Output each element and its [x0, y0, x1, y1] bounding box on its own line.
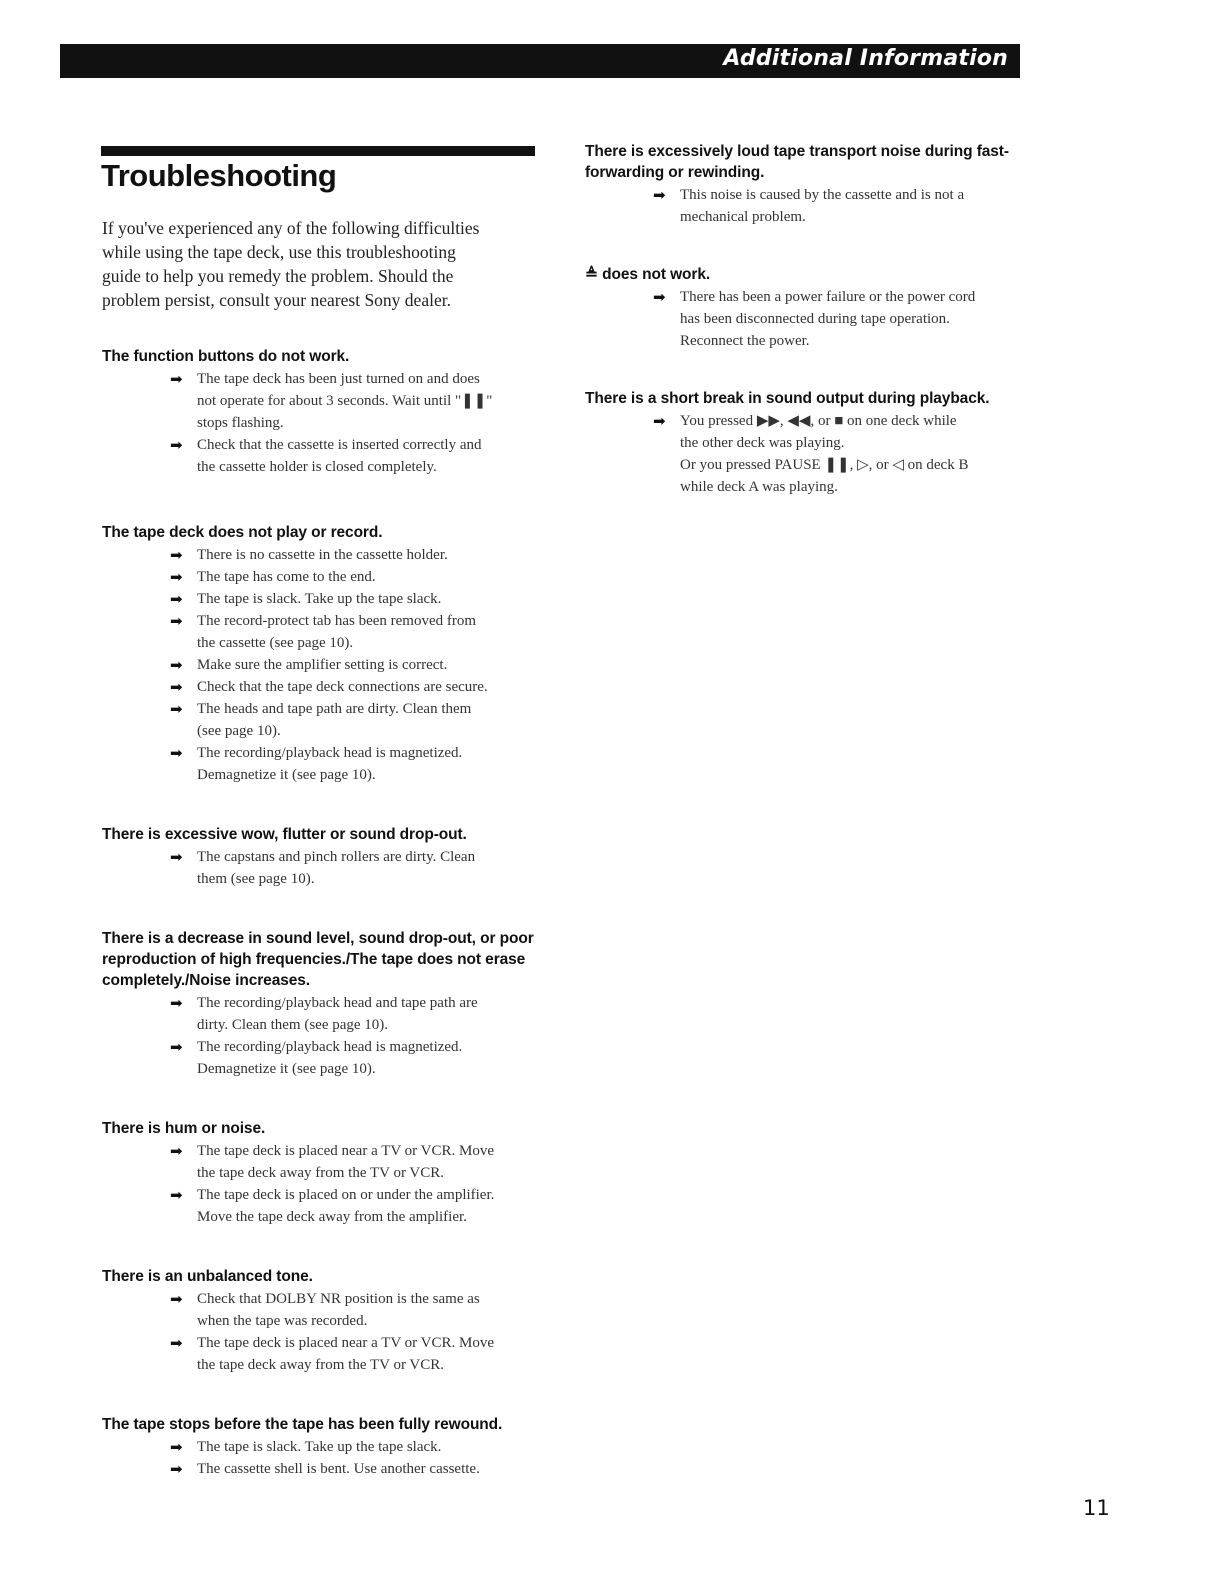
remedy-line: when the tape was recorded.: [197, 1313, 368, 1329]
left-column: [102, 346, 542, 1480]
remedy-line: The tape deck is placed near a TV or VCR. Move: [197, 1143, 494, 1159]
remedy-text: [197, 1288, 542, 1332]
remedy-text: [197, 742, 542, 786]
section-title-line: The tape deck does not play or record.: [102, 524, 383, 541]
remedy-line: the cassette holder is closed completely.: [197, 459, 437, 475]
section-title: [585, 388, 1025, 409]
intro-line: If you've experienced any of the following difficulties: [102, 218, 480, 238]
remedy-text: [680, 286, 1025, 352]
section-title: [102, 522, 542, 543]
remedy-line: Make sure the amplifier setting is correct.: [197, 657, 448, 673]
remedy-text: [197, 1140, 542, 1184]
arrow-icon: ➡: [170, 848, 183, 866]
remedy-item: [102, 368, 542, 434]
remedy-text: [197, 654, 542, 676]
remedy-line: the tape deck away from the TV or VCR.: [197, 1165, 445, 1181]
remedy-line: Check that the tape deck connections are secure.: [197, 679, 488, 695]
arrow-icon: ➡: [170, 568, 183, 586]
page-title: Troubleshooting: [101, 158, 337, 193]
intro-line: guide to help you remedy the problem. Should the: [102, 266, 454, 286]
troubleshooting-section: [585, 264, 1025, 352]
remedy-text: [197, 610, 542, 654]
remedy-line: The heads and tape path are dirty. Clean them: [197, 701, 472, 717]
remedy-item: [102, 566, 542, 588]
arrow-icon: ➡: [170, 994, 183, 1012]
troubleshooting-section: [102, 522, 542, 786]
remedy-item: [585, 410, 1025, 498]
remedy-line: the tape deck away from the TV or VCR.: [197, 1357, 445, 1373]
arrow-icon: ➡: [170, 1038, 183, 1056]
remedy-text: [680, 410, 1025, 498]
remedy-line: stops flashing.: [197, 415, 284, 431]
remedy-item: [585, 286, 1025, 352]
remedy-line: not operate for about 3 seconds. Wait until "❚❚": [197, 393, 493, 409]
remedy-line: The tape deck has been just turned on and does: [197, 371, 480, 387]
troubleshooting-section: [102, 928, 542, 1080]
remedy-line: mechanical problem.: [680, 209, 806, 225]
section-title: [585, 264, 1025, 285]
troubleshooting-section: [585, 141, 1025, 228]
arrow-icon: ➡: [170, 656, 183, 674]
section-title: [102, 824, 542, 845]
section-title-line: There is excessive wow, flutter or sound drop-out.: [102, 826, 467, 843]
remedy-line: Reconnect the power.: [680, 333, 810, 349]
section-title: [102, 1414, 542, 1435]
intro-line: problem persist, consult your nearest Sony dealer.: [102, 290, 451, 310]
arrow-icon: ➡: [170, 678, 183, 696]
arrow-icon: ➡: [170, 590, 183, 608]
remedy-text: [197, 1184, 542, 1228]
remedy-line: You pressed ▶▶, ◀◀, or ■ on one deck while: [680, 413, 957, 429]
section-title: [102, 1118, 542, 1139]
intro-paragraph: [102, 216, 532, 312]
arrow-icon: ➡: [170, 1334, 183, 1352]
remedy-line: Move the tape deck away from the amplifier.: [197, 1209, 467, 1225]
remedy-text: [197, 1436, 542, 1458]
section-header-title: Additional Information: [723, 46, 1008, 71]
remedy-text: [197, 1332, 542, 1376]
remedy-text: [197, 368, 542, 434]
section-title-line: There is a short break in sound output during playback.: [585, 390, 990, 407]
troubleshooting-section: [102, 346, 542, 478]
remedy-line: There has been a power failure or the power cord: [680, 289, 976, 305]
section-title-line: There is hum or noise.: [102, 1120, 266, 1137]
intro-line: while using the tape deck, use this troubleshooting: [102, 242, 456, 262]
remedy-line: them (see page 10).: [197, 871, 315, 887]
arrow-icon: ➡: [170, 700, 183, 718]
section-header-bar: [60, 44, 1020, 78]
remedy-item: [102, 654, 542, 676]
remedy-text: [197, 676, 542, 698]
remedy-line: while deck A was playing.: [680, 479, 838, 495]
arrow-icon: ➡: [170, 1290, 183, 1308]
remedy-line: dirty. Clean them (see page 10).: [197, 1017, 389, 1033]
troubleshooting-section: [102, 824, 542, 890]
section-title-line: completely./Noise increases.: [102, 972, 310, 989]
section-title: [102, 1266, 542, 1287]
remedy-text: [197, 1036, 542, 1080]
remedy-text: [197, 1458, 542, 1480]
remedy-item: [102, 1288, 542, 1332]
troubleshooting-section: [102, 1266, 542, 1376]
remedy-item: [102, 676, 542, 698]
remedy-line: Check that the cassette is inserted correctly and: [197, 437, 482, 453]
remedy-line: The recording/playback head is magnetized.: [197, 1039, 463, 1055]
section-title-line: forwarding or rewinding.: [585, 164, 765, 181]
arrow-icon: ➡: [653, 288, 666, 306]
remedy-text: [197, 698, 542, 742]
arrow-icon: ➡: [653, 186, 666, 204]
section-title-line: There is an unbalanced tone.: [102, 1268, 313, 1285]
page-number: 11: [1083, 1496, 1110, 1520]
arrow-icon: ➡: [170, 1142, 183, 1160]
remedy-line: Demagnetize it (see page 10).: [197, 1061, 376, 1077]
arrow-icon: ➡: [170, 1438, 183, 1456]
remedy-item: [102, 1436, 542, 1458]
section-title: [102, 346, 542, 367]
remedy-line: Check that DOLBY NR position is the same as: [197, 1291, 480, 1307]
remedy-line: The capstans and pinch rollers are dirty. Clean: [197, 849, 476, 865]
remedy-line: The tape deck is placed on or under the amplifier.: [197, 1187, 495, 1203]
remedy-item: [102, 1458, 542, 1480]
remedy-line: There is no cassette in the cassette holder.: [197, 547, 448, 563]
remedy-line: the other deck was playing.: [680, 435, 845, 451]
remedy-line: The recording/playback head and tape path are: [197, 995, 478, 1011]
arrow-icon: ➡: [170, 612, 183, 630]
remedy-text: [197, 846, 542, 890]
remedy-line: Demagnetize it (see page 10).: [197, 767, 376, 783]
right-column: [585, 141, 1025, 498]
section-title-line: The function buttons do not work.: [102, 348, 350, 365]
remedy-line: The tape is slack. Take up the tape slack.: [197, 591, 442, 607]
remedy-item: [102, 588, 542, 610]
arrow-icon: ➡: [170, 436, 183, 454]
section-title-line: There is excessively loud tape transport noise during fast-: [585, 143, 1009, 160]
remedy-line: Or you pressed PAUSE ❚❚, ▷, or ◁ on deck B: [680, 457, 969, 473]
remedy-line: has been disconnected during tape operation.: [680, 311, 950, 327]
section-title-line: There is a decrease in sound level, sound drop-out, or poor: [102, 930, 534, 947]
section-title-line: The tape stops before the tape has been fully rewound.: [102, 1416, 503, 1433]
remedy-item: [102, 698, 542, 742]
remedy-item: [102, 1184, 542, 1228]
troubleshooting-section: [102, 1118, 542, 1228]
remedy-item: [102, 1036, 542, 1080]
remedy-line: The tape deck is placed near a TV or VCR. Move: [197, 1335, 494, 1351]
remedy-item: [102, 544, 542, 566]
remedy-item: [102, 846, 542, 890]
remedy-item: [102, 1140, 542, 1184]
remedy-item: [102, 610, 542, 654]
remedy-text: [680, 184, 1025, 228]
arrow-icon: ➡: [170, 744, 183, 762]
troubleshooting-section: [102, 1414, 542, 1480]
remedy-text: [197, 544, 542, 566]
remedy-line: (see page 10).: [197, 723, 281, 739]
remedy-line: The cassette shell is bent. Use another cassette.: [197, 1461, 480, 1477]
arrow-icon: ➡: [170, 546, 183, 564]
title-rule: [101, 146, 535, 156]
remedy-item: [102, 742, 542, 786]
remedy-text: [197, 434, 542, 478]
remedy-line: The record-protect tab has been removed from: [197, 613, 477, 629]
section-title: [585, 141, 1025, 183]
arrow-icon: ➡: [170, 1186, 183, 1204]
section-title-line: ≜ does not work.: [585, 266, 711, 283]
remedy-text: [197, 992, 542, 1036]
remedy-item: [102, 1332, 542, 1376]
remedy-item: [585, 184, 1025, 228]
remedy-text: [197, 588, 542, 610]
section-title-line: reproduction of high frequencies./The tape does not erase: [102, 951, 526, 968]
remedy-line: The tape has come to the end.: [197, 569, 376, 585]
remedy-text: [197, 566, 542, 588]
section-title: [102, 928, 542, 991]
arrow-icon: ➡: [170, 370, 183, 388]
arrow-icon: ➡: [653, 412, 666, 430]
remedy-line: the cassette (see page 10).: [197, 635, 354, 651]
arrow-icon: ➡: [170, 1460, 183, 1478]
remedy-item: [102, 992, 542, 1036]
remedy-line: The recording/playback head is magnetized.: [197, 745, 463, 761]
remedy-item: [102, 434, 542, 478]
remedy-line: This noise is caused by the cassette and is not a: [680, 187, 965, 203]
remedy-line: The tape is slack. Take up the tape slack.: [197, 1439, 442, 1455]
troubleshooting-section: [585, 388, 1025, 498]
